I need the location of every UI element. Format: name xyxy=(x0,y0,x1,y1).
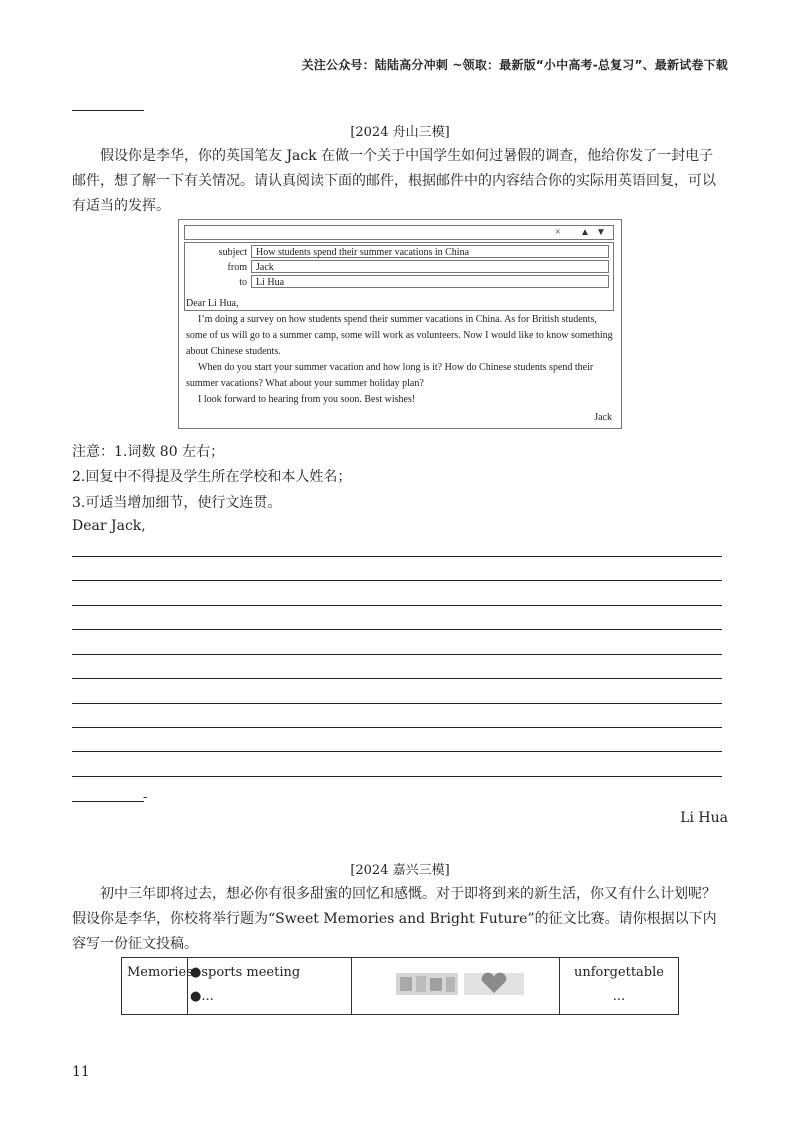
writing-line xyxy=(72,703,722,704)
image-cell xyxy=(352,958,560,1014)
writing-line xyxy=(72,629,722,630)
email-paragraph: I look forward to hearing from you soon. Best wishes! xyxy=(198,394,416,405)
section2-prompt: 初中三年即将过去，想必你有很多甜蜜的回忆和感慨。对于即将到来的新生活，你又有什么计划呢？假设你是李华，你校将举行题为“Sweet Memories and Bright Future”的征文比赛。请你根据以下内容写一份征文投稿。 xyxy=(72,886,717,952)
row-label-cell xyxy=(122,958,193,1014)
feeling-text: unforgettable xyxy=(574,965,664,980)
page-number: 11 xyxy=(72,1064,90,1080)
memories-table xyxy=(121,957,679,1015)
subject-field: How students spend their summer vacations in China xyxy=(251,245,609,258)
feeling-text: ... xyxy=(612,989,626,1004)
close-icon: × xyxy=(555,227,561,238)
writing-line xyxy=(72,580,722,581)
feeling-cell xyxy=(560,958,678,1014)
subject-label: subject xyxy=(218,247,247,258)
email-greeting: Dear Li Hua, xyxy=(186,298,239,309)
writing-line xyxy=(72,776,722,777)
arrow-up-icon: ▲ xyxy=(580,227,590,238)
arrow-down-icon: ▼ xyxy=(596,227,606,238)
letter-signature: Li Hua xyxy=(680,810,728,826)
email-signature: Jack xyxy=(594,412,612,423)
to-row xyxy=(185,275,613,290)
to-field: Li Hua xyxy=(251,275,609,288)
row-label: Memories xyxy=(127,965,193,980)
writing-line xyxy=(72,727,722,728)
email-mock xyxy=(178,219,622,429)
closing-rule xyxy=(72,801,144,802)
divider xyxy=(72,110,144,111)
note-item: 2.回复中不得提及学生所在学校和本人姓名； xyxy=(72,469,352,485)
memories-illustration xyxy=(396,967,526,1003)
section1-title: [2024 舟山三模] xyxy=(350,125,450,140)
email-body xyxy=(186,296,618,426)
salutation: Dear Jack, xyxy=(72,518,146,534)
to-label: to xyxy=(239,277,247,288)
from-row xyxy=(185,260,613,275)
from-field: Jack xyxy=(251,260,609,273)
note-item: 3.可适当增加细节，使行文连贯。 xyxy=(72,495,282,511)
from-label: from xyxy=(227,262,247,273)
header-note: 关注公众号：陆陆高分冲刺 ~领取：最新版“小中高考-总复习”、最新试卷下载 xyxy=(301,58,728,72)
email-toolbar xyxy=(184,225,614,240)
email-paragraph: I’m doing a survey on how students spend their summer vacations in China. As for British students, some of us will go to a summer camp, some will work as volunteers. Now I would like to know something about Chinese students. xyxy=(186,314,613,357)
writing-line xyxy=(72,751,722,752)
section2-title: [2024 嘉兴三模] xyxy=(350,863,450,878)
section1-prompt: 假设你是李华，你的英国笔友 Jack 在做一个关于中国学生如何过暑假的调查，他给你发了一封电子邮件，想了解一下有关情况。请认真阅读下面的邮件，根据邮件中的内容结合你的实际用英语回复，可以有适当的发挥。 xyxy=(72,148,716,214)
email-paragraph: When do you start your summer vacation and how long is it? How do Chinese students spend their summer vacations? What about your summer holiday plan? xyxy=(186,362,594,389)
writing-line xyxy=(72,556,722,557)
note-item: 注意：1.词数 80 左右； xyxy=(72,444,225,460)
subject-row xyxy=(185,245,613,260)
closing-mark: - xyxy=(143,790,148,805)
writing-line xyxy=(72,605,722,606)
list-item: ●sports meeting xyxy=(190,965,301,980)
writing-line xyxy=(72,678,722,679)
list-item: ●... xyxy=(190,989,214,1004)
bullet-cell xyxy=(188,958,352,1014)
writing-line xyxy=(72,654,722,655)
